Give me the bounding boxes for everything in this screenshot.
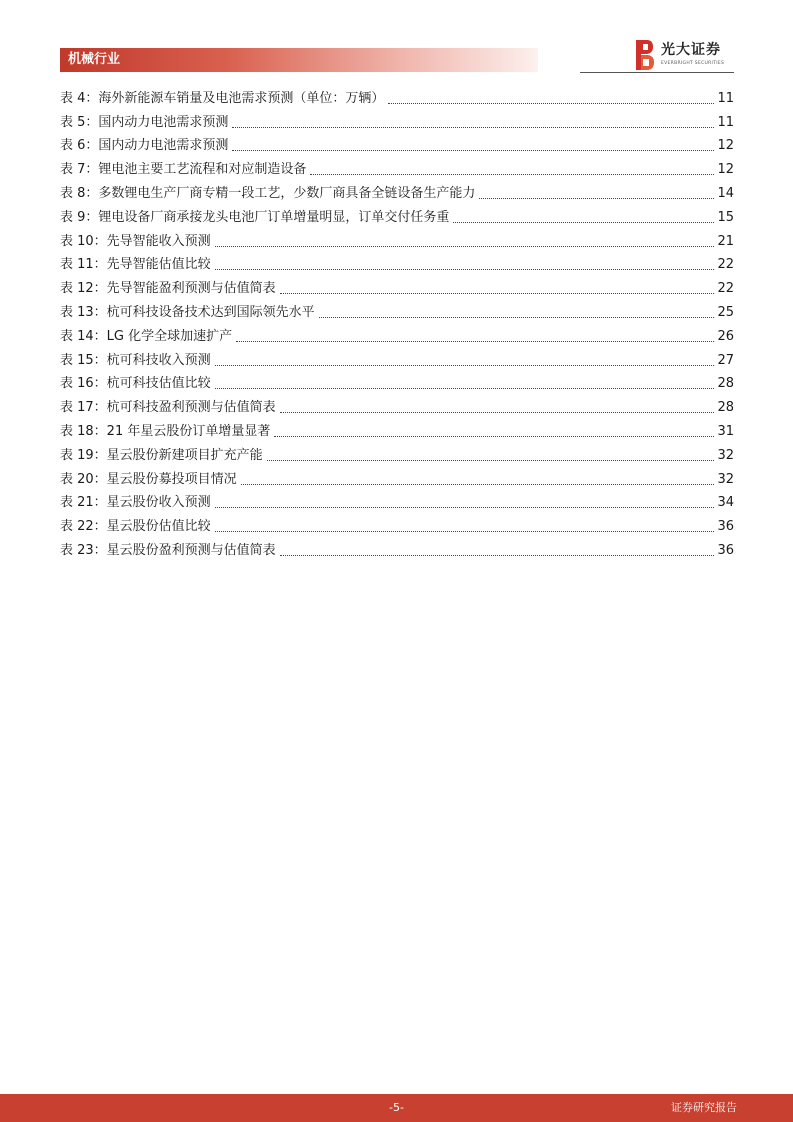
toc-entry-page[interactable]: 36 (717, 542, 734, 558)
toc-dot-leader (236, 341, 714, 342)
toc-dot-leader (232, 127, 714, 128)
toc-entry-label[interactable]: 表 6：国内动力电池需求预测 (60, 138, 229, 154)
page-number: -5- (389, 1101, 404, 1114)
toc-entry-page[interactable]: 27 (717, 352, 734, 368)
toc-entry-page[interactable]: 21 (717, 233, 734, 249)
toc-entry-page[interactable]: 34 (717, 495, 734, 511)
toc-entry-label[interactable]: 表 4：海外新能源车销量及电池需求预测（单位：万辆） (60, 90, 385, 106)
toc-entry-label[interactable]: 表 23：星云股份盈利预测与估值简表 (60, 542, 276, 558)
toc-entry-label[interactable]: 表 14：LG 化学全球加速扩产 (60, 328, 233, 344)
toc-entry-page[interactable]: 11 (717, 90, 734, 106)
toc-dot-leader (215, 507, 715, 508)
toc-entry-page[interactable]: 11 (717, 114, 734, 130)
footer-bar (0, 1094, 793, 1122)
toc-entry-label[interactable]: 表 20：星云股份募投项目情况 (60, 471, 237, 487)
toc-entry[interactable] (60, 155, 734, 179)
toc-entry-page[interactable]: 22 (717, 257, 734, 273)
toc-entry[interactable] (60, 465, 734, 489)
brand-name-en: EVERBRIGHT SECURITIES (661, 61, 725, 66)
toc-entry-page[interactable]: 22 (717, 281, 734, 297)
toc-entry-label[interactable]: 表 18：21 年星云股份订单增量显著 (60, 423, 271, 439)
toc-entry-page[interactable]: 28 (717, 376, 734, 392)
toc-entry[interactable] (60, 393, 734, 417)
toc-entry[interactable] (60, 536, 734, 560)
toc-entry[interactable] (60, 84, 734, 108)
toc-entry[interactable] (60, 203, 734, 227)
toc-dot-leader (215, 269, 715, 270)
toc-entry-label[interactable]: 表 10：先导智能收入预测 (60, 233, 211, 249)
toc-entry-label[interactable]: 表 16：杭可科技估值比较 (60, 376, 211, 392)
toc-entry-label[interactable]: 表 9：锂电设备厂商承接龙头电池厂订单增量明显，订单交付任务重 (60, 209, 450, 225)
toc-entry-page[interactable]: 32 (717, 471, 734, 487)
toc-entry-label[interactable]: 表 21：星云股份收入预测 (60, 495, 211, 511)
toc-entry-label[interactable]: 表 7：锂电池主要工艺流程和对应制造设备 (60, 162, 307, 178)
toc-dot-leader (479, 198, 714, 199)
toc-entry[interactable] (60, 108, 734, 132)
toc-entry-page[interactable]: 26 (717, 328, 734, 344)
toc-entry[interactable] (60, 179, 734, 203)
toc-dot-leader (215, 246, 715, 247)
header-section-bar (60, 48, 538, 72)
toc-dot-leader (232, 150, 714, 151)
toc-entry[interactable] (60, 441, 734, 465)
toc-entry[interactable] (60, 417, 734, 441)
toc-entry[interactable] (60, 346, 734, 370)
brand-logo (636, 40, 736, 70)
toc-entry-label[interactable]: 表 22：星云股份估值比较 (60, 519, 211, 535)
document-type: 证券研究报告 (671, 1101, 737, 1114)
toc-entry-page[interactable]: 12 (717, 162, 734, 178)
toc-entry-page[interactable]: 25 (717, 304, 734, 320)
section-title: 机械行业 (68, 52, 121, 67)
toc-entry-label[interactable]: 表 12：先导智能盈利预测与估值简表 (60, 281, 276, 297)
toc-entry-label[interactable]: 表 11：先导智能估值比较 (60, 257, 211, 273)
toc-entry-label[interactable]: 表 19：星云股份新建项目扩充产能 (60, 447, 263, 463)
toc-entry[interactable] (60, 227, 734, 251)
toc-entry[interactable] (60, 251, 734, 275)
toc-entry[interactable] (60, 489, 734, 513)
toc-dot-leader (319, 317, 715, 318)
toc-entry[interactable] (60, 274, 734, 298)
toc-entry[interactable] (60, 132, 734, 156)
toc-dot-leader (453, 222, 714, 223)
toc-entry-page[interactable]: 36 (717, 519, 734, 535)
toc-entry-page[interactable]: 15 (717, 209, 734, 225)
toc-entry[interactable] (60, 512, 734, 536)
toc-entry-page[interactable]: 28 (717, 400, 734, 416)
table-of-contents (60, 84, 734, 560)
toc-dot-leader (274, 436, 714, 437)
toc-dot-leader (280, 555, 715, 556)
toc-dot-leader (267, 460, 715, 461)
toc-entry-page[interactable]: 32 (717, 447, 734, 463)
toc-dot-leader (280, 293, 715, 294)
everbright-logo-icon (636, 40, 654, 70)
toc-dot-leader (215, 388, 715, 389)
toc-entry-label[interactable]: 表 5：国内动力电池需求预测 (60, 114, 229, 130)
toc-dot-leader (388, 103, 714, 104)
toc-dot-leader (241, 484, 715, 485)
toc-dot-leader (310, 174, 714, 175)
toc-entry[interactable] (60, 322, 734, 346)
toc-entry-label[interactable]: 表 17：杭可科技盈利预测与估值简表 (60, 400, 276, 416)
toc-entry[interactable] (60, 370, 734, 394)
toc-entry-page[interactable]: 31 (717, 423, 734, 439)
toc-entry-label[interactable]: 表 15：杭可科技收入预测 (60, 352, 211, 368)
header-rule (580, 72, 734, 73)
toc-entry[interactable] (60, 298, 734, 322)
toc-entry-page[interactable]: 12 (717, 138, 734, 154)
toc-dot-leader (215, 531, 715, 532)
toc-dot-leader (215, 365, 715, 366)
toc-entry-label[interactable]: 表 13：杭可科技设备技术达到国际领先水平 (60, 304, 315, 320)
brand-name-cn: 光大证券 (661, 42, 721, 58)
toc-dot-leader (280, 412, 715, 413)
toc-entry-page[interactable]: 14 (717, 185, 734, 201)
toc-entry-label[interactable]: 表 8：多数锂电生产厂商专精一段工艺，少数厂商具备全链设备生产能力 (60, 185, 476, 201)
